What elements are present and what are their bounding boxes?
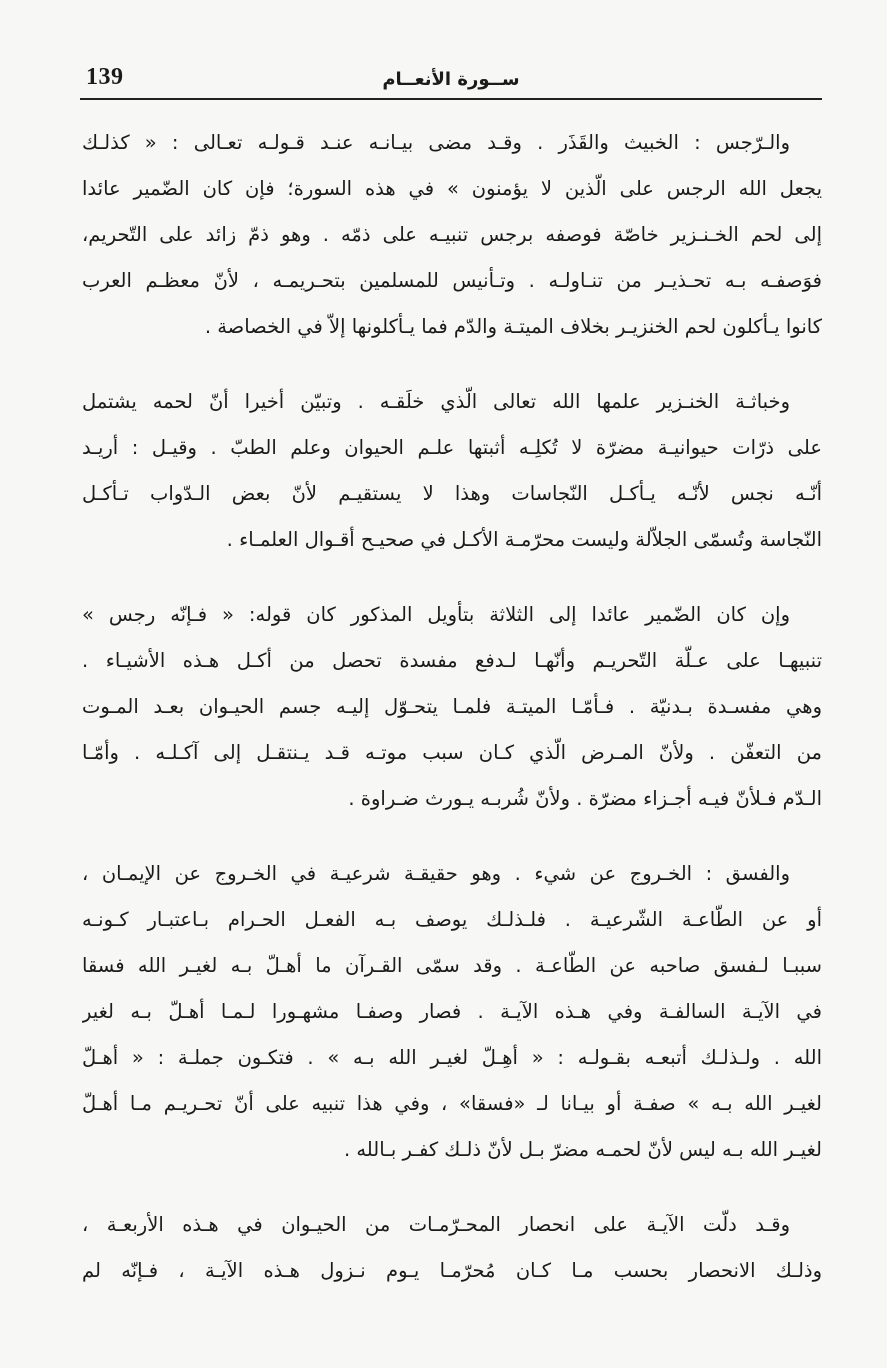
text-line: وإن كان الضّمير عائدا إلى الثلاثة بتأويل المذكور كان قوله: « فـإنّه رجس » xyxy=(82,603,790,626)
text-line: الله . ولـذلـك أتبعـه بقـولـه : « أهِـلّ لغيـر الله بـه » . فتكـون جملـة : « أهـلّ xyxy=(82,1046,822,1069)
text-line: والـرّجس : الخبيث والقَذَر . وقـد مضى بيـانـه عنـد قـولـه تعـالى : « كذلـك xyxy=(82,131,790,154)
text-line: والفسق : الخـروج عن شيء . وهو حقيقـة شرعيـة في الخـروج عن الإيمـان ، xyxy=(82,862,790,885)
text-line: وهي مفسـدة بـدنيّة . فـأمّـا الميتـة فلمـا يتحـوّل إليـه جسم الحيـوان بعـد المـوت xyxy=(82,695,822,718)
text-line: إلى لحم الخـنـزير خاصّة فوصفه برجس تنبيـه على ذمّه . وهو ذمّ زائد على التّحريم، xyxy=(82,223,822,246)
text-line: الـدّم فـلأنّ فيـه أجـزاء مضرّة . ولأنّ شُربـه يـورث ضـراوة . xyxy=(348,787,822,810)
header-rule xyxy=(80,98,822,100)
page-number: 139 xyxy=(86,64,124,90)
paragraph-gap xyxy=(82,350,822,379)
text-line: سببـا لـفسق صاحبه عن الطّاعـة . وقد سمّى القـرآن ما أهـلّ بـه لغيـر الله فسقا xyxy=(82,954,822,977)
text-line: وذلـك الانحصار بحسب مـا كـان مُحرّمـا يـوم نـزول هـذه الآيـة ، فـإنّه لم xyxy=(82,1259,822,1282)
text-line: وقـد دلّت الآيـة على انحصار المحـرّمـات من الحيـوان في هـذه الأربعـة ، xyxy=(82,1213,790,1236)
running-title: ســورة الأنعــام xyxy=(382,69,520,90)
paragraph xyxy=(82,851,822,1173)
paragraph xyxy=(82,379,822,563)
text-line: على ذرّات حيوانيـة مضرّة لا تُكلِـه أثبتها علـم الحيوان وعلم الطبّ . وقيـل : أريـد xyxy=(82,436,822,459)
text-line: وخباثـة الخنـزير علمها الله تعالى الّذي خلَقـه . وتبيّن أخيرا أنّ لحمه يشتمل xyxy=(82,390,790,413)
paragraph-gap xyxy=(82,1173,822,1202)
text-line: تنبيهـا على عـلّة التّحريـم وأنّهـا لـدفع مفسدة تحصل من أكـل هـذه الأشيـاء . xyxy=(82,649,822,672)
text-line: أنّـه نجس لأنّـه يـأكـل النّجاسات وهذا لا يستقيـم لأنّ بعض الـدّواب تـأكـل xyxy=(82,482,822,505)
text-line: يجعل الله الرجس على الّذين لا يؤمنون » في هذه السورة؛ فإن كان الضّمير عائدا xyxy=(82,177,822,200)
paragraph xyxy=(82,1202,822,1294)
text-line: كانوا يـأكلون لحم الخنزيـر بخلاف الميتـة والدّم فما يـأكلونها إلاّ في الخصاصة . xyxy=(204,315,822,338)
paragraph-gap xyxy=(82,563,822,592)
text-line: لغيـر الله بـه » صفـة أو بيـانا لـ «فسقا» ، وفي هذا تنبيه على أنّ تحـريـم مـا أهـلّ xyxy=(82,1092,822,1115)
text-line: لغيـر الله بـه ليس لأنّ لحمـه مضرّ بـل لأنّ ذلـك كفـر بـالله . xyxy=(343,1138,822,1161)
text-line: النّجاسة وتُسمّى الجلاّلة وليست محرّمـة الأكـل في صحيـح أقـوال العلمـاء . xyxy=(226,528,822,551)
text-line: أو عن الطّاعـة الشّرعيـة . فلـذلـك يوصف بـه الفعـل الحـرام بـاعتبـار كـونـه xyxy=(82,908,822,931)
paragraph-gap xyxy=(82,822,822,851)
text-line: في الآيـة السالفـة وفي هـذه الآيـة . فصار وصفـا مشهـورا لـمـا أهـلّ بـه لغير xyxy=(82,1000,822,1023)
page-header xyxy=(80,58,822,102)
text-line: من التعفّن . ولأنّ المـرض الّذي كـان سبب موتـه قـد يـنتقـل إلى آكـلـه . وأمّـا xyxy=(82,741,822,764)
paragraph xyxy=(82,120,822,350)
body-text xyxy=(82,120,822,1294)
text-line: فوَصفـه بـه تحـذيـر من تنـاولـه . وتـأنيس للمسلمين بتحـريمـه ، لأنّ معظـم العرب xyxy=(82,269,822,292)
paragraph xyxy=(82,592,822,822)
